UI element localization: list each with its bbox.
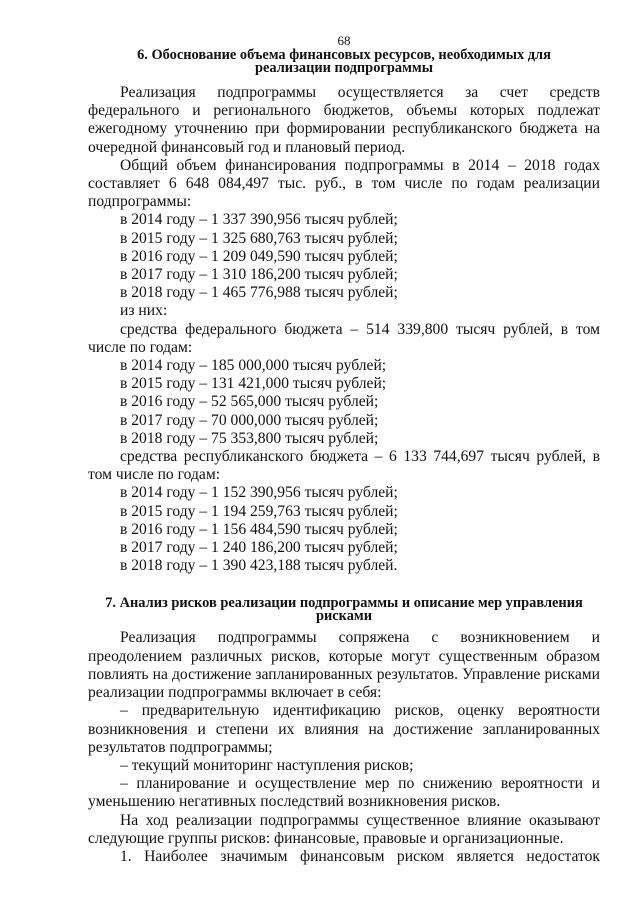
page-number: 68 <box>337 33 351 48</box>
risk-intro-paragraph: Реализация подпрограммы сопряжена с возникновением и преодолением различных рисков, которые могут существенным образом повлиять на достижение запланированных результатов. Управление рисками реализации подпрограммы включает в себя: <box>88 629 600 702</box>
section-6-heading-line-2: реализации подпрограммы <box>255 60 433 76</box>
republic-year-2017: в 2017 году – 1 240 186,200 тысяч рублей; <box>120 539 398 557</box>
total-year-2018: в 2018 году – 1 465 776,988 тысяч рублей; <box>120 284 398 302</box>
republic-year-2016: в 2016 году – 1 156 484,590 тысяч рублей; <box>120 520 398 538</box>
funding-intro-paragraph: Реализация подпрограммы осуществляется за счет средств федерального и регионального бюджетов, объемы которых подлежат ежегодному уточнению при формировании республиканского бюджета на очередной финансовый год и плановый период. <box>88 84 600 156</box>
total-year-2017: в 2017 году – 1 310 186,200 тысяч рублей; <box>120 266 398 284</box>
risk-measure-monitoring: – текущий мониторинг наступления рисков; <box>120 756 414 774</box>
federal-budget-paragraph: средства федерального бюджета – 514 339,800 тысяч рублей, в том числе по годам: <box>88 320 600 356</box>
risk-groups-paragraph: На ход реализации подпрограммы существенное влияние оказывают следующие группы рисков: финансовые, правовые и организационные. <box>88 811 600 847</box>
section-7-heading <box>88 597 600 623</box>
total-year-2014: в 2014 году – 1 337 390,956 тысяч рублей; <box>120 211 398 229</box>
republic-budget-paragraph: средства республиканского бюджета – 6 133 744,697 тысяч рублей, в том числе по годам: <box>88 448 600 484</box>
total-year-2015: в 2015 году – 1 325 680,763 тысяч рублей; <box>120 229 398 247</box>
financial-risk-item-1: 1. Наиболее значимым финансовым риском является недостаток <box>120 847 600 865</box>
republic-year-2014: в 2014 году – 1 152 390,956 тысяч рублей; <box>120 484 398 502</box>
total-year-2016: в 2016 году – 1 209 049,590 тысяч рублей; <box>120 247 398 265</box>
risk-measure-identification: – предварительную идентификацию рисков, оценку вероятности возникновения и степени их влияния на достижение запланированных результатов подпрограммы; <box>88 702 600 756</box>
federal-year-2016: в 2016 году – 52 565,000 тысяч рублей; <box>120 393 379 411</box>
federal-year-2014: в 2014 году – 185 000,000 тысяч рублей; <box>120 357 387 375</box>
federal-year-2018: в 2018 году – 75 353,800 тысяч рублей; <box>120 429 379 447</box>
republic-year-2015: в 2015 году – 1 194 259,763 тысяч рублей; <box>120 502 398 520</box>
section-6-body <box>88 84 600 575</box>
funding-total-paragraph: Общий объем финансирования подпрограммы в 2014 – 2018 годах составляет 6 648 084,497 тыс. руб., в том числе по годам реализации подпрограммы: <box>88 156 600 211</box>
document-page <box>88 34 600 866</box>
republic-year-2018: в 2018 году – 1 390 423,188 тысяч рублей. <box>120 557 398 575</box>
section-7-body <box>88 629 600 866</box>
section-6-heading-line-1: 6. Обоснование объема финансовых ресурсов, необходимых для <box>137 47 551 63</box>
section-6-heading <box>88 49 600 75</box>
risk-measure-planning: – планирование и осуществление мер по снижению вероятности и уменьшению негативных последствий возникновения рисков. <box>88 775 600 811</box>
federal-year-2017: в 2017 году – 70 000,000 тысяч рублей; <box>120 411 379 429</box>
federal-year-2015: в 2015 году – 131 421,000 тысяч рублей; <box>120 375 387 393</box>
section-7-heading-line-2: рисками <box>315 608 373 625</box>
of-which-label: из них: <box>120 302 168 320</box>
section-7-heading-line-1: 7. Анализ рисков реализации подпрограммы и описание мер управления <box>105 595 583 612</box>
